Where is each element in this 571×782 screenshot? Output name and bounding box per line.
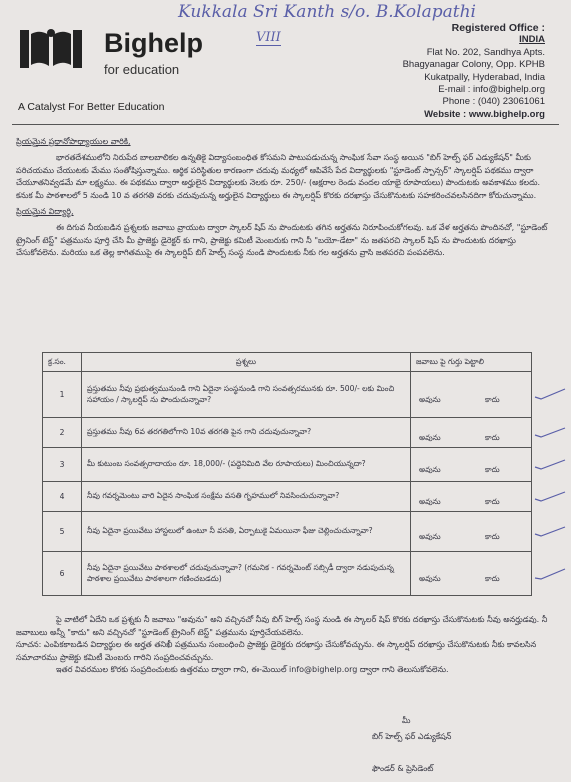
answer-yes[interactable]: అవును (419, 432, 441, 442)
row-serial: 2 (43, 418, 82, 448)
header-divider (12, 124, 559, 125)
tick-mark-icon (533, 524, 567, 540)
table-row (43, 482, 532, 512)
answer-no[interactable]: కాదు (485, 573, 500, 583)
table-header-row (43, 353, 532, 372)
office-line: Bhagyanagar Colony, Opp. KPHB (402, 59, 545, 71)
answer-no[interactable]: కాదు (485, 464, 500, 474)
footer-paragraph-1: పై వాటిలో ఏదేని ఒక ప్రశ్నకు నీ జవాబు "అవును" అని వచ్చినచో నీవు బిగ్ హెల్ప్ సంస్థ నుండి ఈ స్కాలర్ షిప్ కొరకు దరఖాస్తు చేసుకొనుటకు నీవు అనర్హుడవు. నీ జవాబులు అన్నీ "కాదు" అని వచ్చినచో "స్టూడెంట్ ట్రైనింగ్ టెస్ట్" పత్రమును పూర్తిచేయవలెను. (16, 615, 548, 637)
answer-yes[interactable]: అవును (419, 464, 441, 474)
answer-no[interactable]: కాదు (485, 432, 500, 442)
table-row (43, 552, 532, 596)
tick-mark-icon (533, 425, 567, 441)
answer-yes[interactable]: అవును (419, 531, 441, 541)
footer-note: సూచన: ఎంపికకాబడిన విద్యార్థుల ఈ అర్హత తనిఖీ పత్రమును సంబంధించి ప్రాజెక్టు డైరెక్టరు దరఖాస్తు చేసుకోవచ్చును. ఈ స్కాలర్షిప్ దరఖాస్తు చేసుకొనుటకు నీకు కావలసిన సమాచారము ప్రాజెక్టు కమిటీ మెంబరు గారిని సంప్రదించవచ్చును. (16, 640, 537, 662)
signature-org: బిగ్ హెల్ప్ ఫర్ ఎడ్యుకేషన్ (372, 732, 452, 741)
office-email[interactable]: E-mail : info@bighelp.org (438, 84, 545, 96)
brand-subtitle: for education (104, 62, 180, 77)
row-question: నీవు గవర్నమెంటు వారి ఏదైన సాంఘిక సంక్షేమ వసతి గృహములో నివసించుచున్నావా? (82, 482, 411, 512)
row-question: మీ కుటుంబ సంవత్సరాదాయం రూ. 18,000/- (పద్దెనిమిది వేల రూపాయలు) మించియున్నదా? (82, 448, 411, 482)
answer-no[interactable]: కాదు (485, 394, 500, 404)
letter-footer (16, 614, 555, 677)
row-answer (411, 482, 532, 512)
handwritten-class: VIII (256, 30, 281, 45)
office-line: Flat No. 202, Sandhya Apts. (426, 46, 545, 58)
answer-no[interactable]: కాదు (485, 496, 500, 506)
office-line: Kukatpally, Hyderabad, India (424, 71, 545, 83)
letter-body (16, 136, 555, 263)
tick-mark-icon (533, 489, 567, 505)
answer-no[interactable]: కాదు (485, 531, 500, 541)
brand-name: Bighelp (104, 28, 203, 58)
tick-mark-icon (533, 387, 567, 403)
table-row (43, 448, 532, 482)
row-answer (411, 552, 532, 596)
footer-contact: ఇతర వివరముల కొరకు సంప్రదించుటకు ఉత్తరము ద్వారా గాని, ఈ-మెయిల్ info@bighelp.org ద్వారా గాని తెలుసుకోవలెను. (56, 665, 449, 675)
office-website[interactable]: Website : www.bighelp.org (424, 108, 545, 120)
tick-mark-icon (533, 566, 567, 582)
salutation-student: ప్రియమైన విద్యార్థి, (16, 206, 74, 216)
row-question: ప్రస్తుతము నీవు 6వ తరగతిలోగాని 10వ తరగతి పైన గాని చదువుచున్నావా? (82, 418, 411, 448)
col-question: ప్రశ్నలు (82, 353, 411, 372)
answer-yes[interactable]: అవును (419, 573, 441, 583)
row-answer (411, 512, 532, 552)
office-phone: Phone : (040) 23061061 (442, 96, 545, 108)
office-title: Registered Office : (451, 22, 545, 34)
col-answer: జవాబు పై గుర్తు పెట్టాలి (411, 353, 532, 372)
book-logo-icon (18, 26, 84, 72)
answer-yes[interactable]: అవును (419, 496, 441, 506)
signature-title: ఫౌండర్ & ప్రెసిడెంట్ (372, 764, 434, 773)
row-question: నీవు ఏదైనా ప్రయివేటు హాస్టలులో ఉంటూ నీ వసతి, ఏర్పాటుకై ఏమయినా ఫీజు చెల్లించుచున్నావా? (82, 512, 411, 552)
row-question: ప్రస్తుతము నీవు ప్రభుత్వమునుండి గాని ఏదైనా సంస్థనుండి గాని సంవత్సరమునకు రూ. 500/- లకు మించి సహాయం / స్కాలర్షిప్ ను పొందుచున్నావా? (82, 372, 411, 418)
eligibility-table (42, 352, 532, 596)
tagline: A Catalyst For Better Education (18, 101, 165, 113)
office-country: INDIA (519, 34, 545, 46)
row-serial: 3 (43, 448, 82, 482)
row-serial: 5 (43, 512, 82, 552)
handwritten-student-name: Kukkala Sri Kanth s/o. B.Kolapathi (178, 2, 476, 22)
office-address (335, 22, 545, 121)
col-serial: క్ర.సం. (43, 353, 82, 372)
salutation-headmaster: ప్రియమైన ప్రధానోపాధ్యాయుల వారికి, (16, 137, 131, 146)
answer-yes[interactable]: అవును (419, 394, 441, 404)
row-serial: 1 (43, 372, 82, 418)
row-answer (411, 418, 532, 448)
table-row (43, 372, 532, 418)
row-answer (411, 372, 532, 418)
table-row (43, 512, 532, 552)
closing: మీ (402, 716, 411, 725)
tick-mark-icon (533, 457, 567, 473)
letter-paragraph-2: ఈ దిగువ నీయబడిన ప్రశ్నలకు జవాబు వ్రాయుట ద్వారా స్కాలర్ షిప్ ను పొందుటకు తగిన అర్హతను నిరూపించుకోగలవు. ఒక వేళ అర్హతను పొందినచో, "స్టూడెంట్ ట్రైనింగ్ టెస్ట్" పత్రమును పూర్తి చేసి మీ ప్రాజెక్టు డైరెక్టర్ కు గాని, ప్రాజెక్టు కమిటీ మెంబరుకు గాని నీ "బయో-డేటా" ను జతపరచి స్కాలర్ షిప్ ను పొందుటకు దరఖాస్తు చేసుకోవలెను. మరియు ఒక తెల్ల కాగితముపై ఈ స్కాలర్షిప్ బిగ్ హెల్ప్ సంస్థ నుండి పొందుటకు నీకు గల అర్హతను వ్రాసి జతపరచి పంపవలెను. (16, 222, 548, 258)
letter-paragraph-1: భారతదేశములోని నిరుపేద బాలబాలికల ఉన్నతికై విద్యాసంబంధిత కోసమని పాటుపడుచున్న సాంఘిక సేవా సంస్థ అయిన "బిగ్ హెల్ప్ ఫర్ ఎడ్యుకేషన్" మీకు పరిచయము చేయుటకు మేము సంతోషిస్తున్నాము. ఆర్థిక పరిస్థితుల కారణంగా చదువు మధ్యలో ఆపివేసే పేద విద్యార్థులకు "స్టూడెంట్ స్పాన్సర్" స్కాలర్షిప్ పథకము ద్వారా చేయూతనివ్వడమే మా లక్ష్యము. ఈ పథకము ద్వారా అర్హులైన విద్యార్థులకు నెలకు రూ. 250/- (అక్షరాల రెండు వందల యాభై రూపాయలు) పొందుటకు అవకాశము కలదు. కనుక మీ పాఠశాలలో 5 నుండి 10 వ తరగతి వరకు చదువుచున్న అర్హులైన విద్యార్థులు ఈ స్కాలర్షిప్ కొరకు దరఖాస్తు చేసుకొనుటకు సహకరించవలసినదిగా కోరుచున్నాము. (16, 152, 541, 201)
row-answer (411, 448, 532, 482)
table-row (43, 418, 532, 448)
row-serial: 6 (43, 552, 82, 596)
row-question: నీవు ఏదైనా ప్రయివేటు పాఠశాలలో చదువుచున్నావా? (గమనిక - గవర్నమెంట్ సబ్సిడీ ద్వారా నడుపుచున్న పాఠశాల ప్రయివేటు పాఠశాలగా గణించబడదు) (82, 552, 411, 596)
row-serial: 4 (43, 482, 82, 512)
